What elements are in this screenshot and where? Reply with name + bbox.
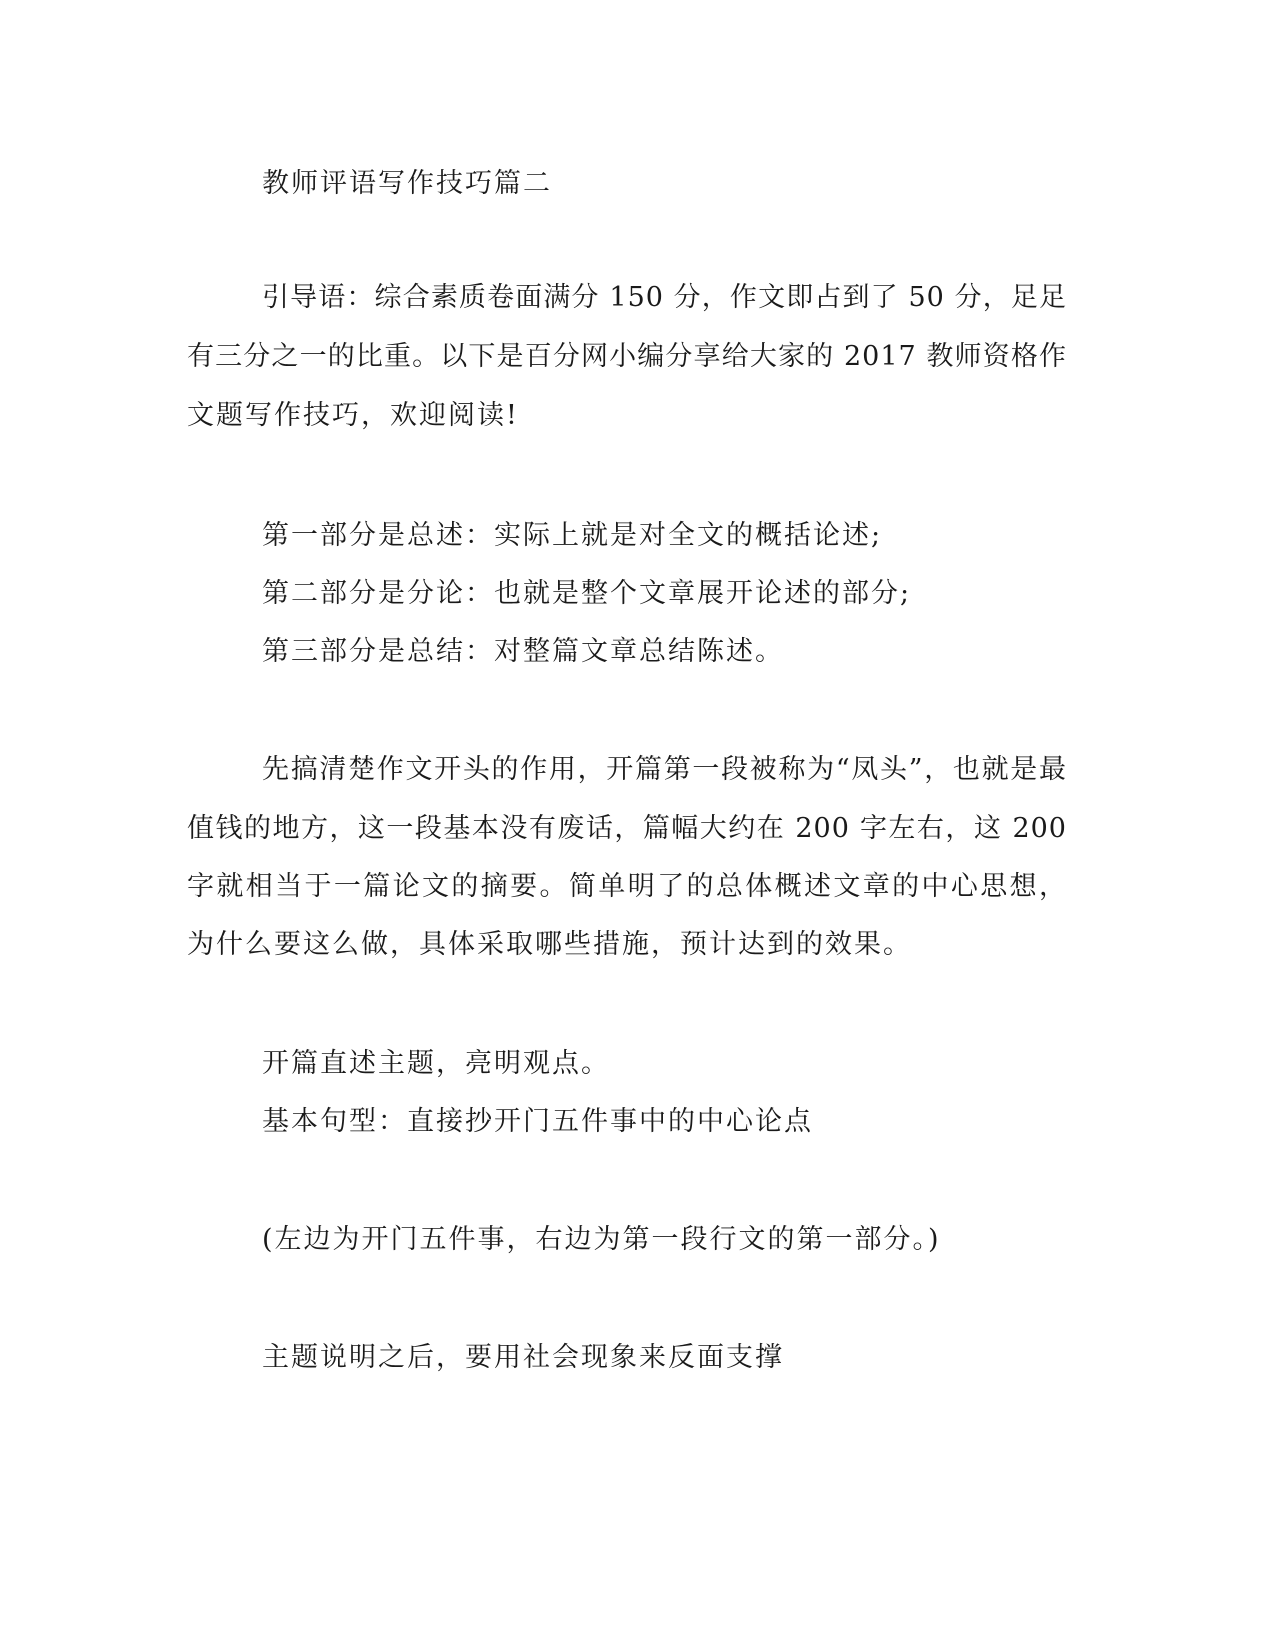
method-line-2: 基本句型：直接抄开门五件事中的中心论点 (262, 1106, 813, 1137)
intro-line-3: 文题写作技巧，欢迎阅读! (187, 400, 519, 431)
opening-line-2: 值钱的地方，这一段基本没有废话，篇幅大约在 200 字左右，这 200 (187, 813, 1067, 844)
intro-line-2: 有三分之一的比重。以下是百分网小编分享给大家的 2017 教师资格作 (187, 341, 1067, 372)
note-line: (左边为开门五件事，右边为第一段行文的第一部分。) (262, 1224, 941, 1255)
opening-line-4: 为什么要这么做，具体采取哪些措施，预计达到的效果。 (187, 929, 912, 960)
closing-line: 主题说明之后，要用社会现象来反面支撑 (262, 1342, 784, 1373)
intro-line-1: 引导语：综合素质卷面满分 150 分，作文即占到了 50 分，足足 (262, 282, 1067, 313)
part-two: 第二部分是分论：也就是整个文章展开论述的部分; (262, 578, 912, 609)
document-title: 教师评语写作技巧篇二 (262, 168, 552, 199)
part-one: 第一部分是总述：实际上就是对全文的概括论述; (262, 520, 883, 551)
part-three: 第三部分是总结：对整篇文章总结陈述。 (262, 636, 784, 667)
opening-line-1: 先搞清楚作文开头的作用，开篇第一段被称为“凤头”，也就是最 (262, 754, 1067, 785)
method-line-1: 开篇直述主题，亮明观点。 (262, 1048, 610, 1079)
opening-line-3: 字就相当于一篇论文的摘要。简单明了的总体概述文章的中心思想， (187, 871, 1067, 902)
